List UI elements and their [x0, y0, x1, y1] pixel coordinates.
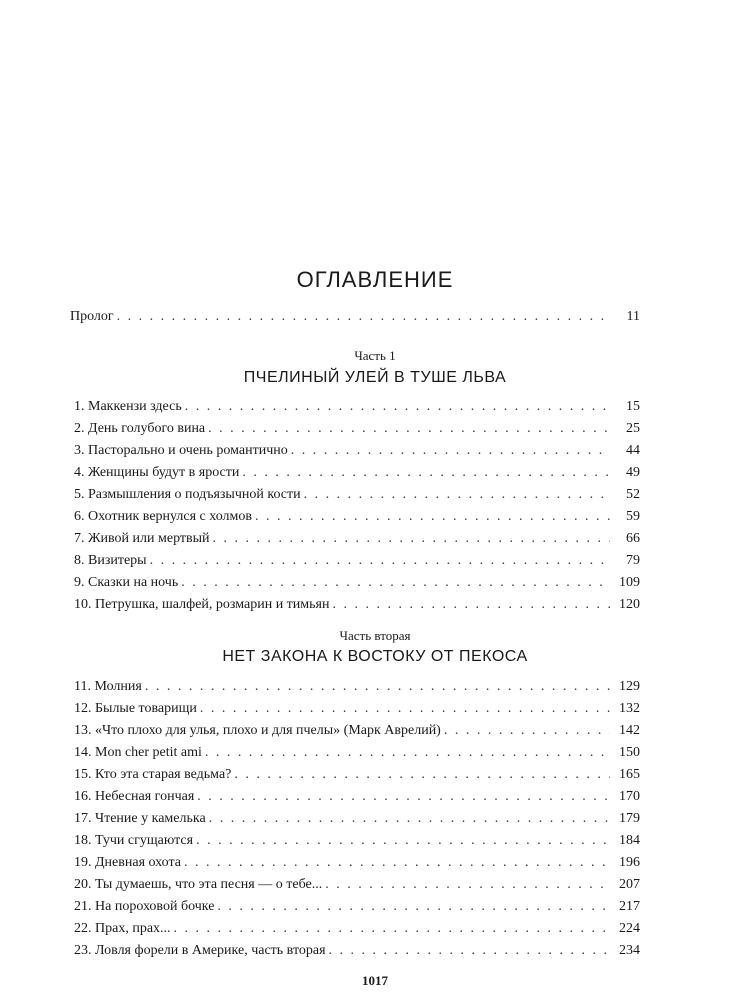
toc-entry: [74, 877, 640, 895]
toc-entry: [74, 575, 640, 593]
toc-entry-title: 6. Охотник вернулся с холмов: [74, 509, 253, 524]
toc-entry: [74, 723, 640, 741]
dot-leader: [234, 767, 610, 783]
toc-entry-title: 3. Пасторально и очень романтично: [74, 443, 288, 458]
toc-entry-page: 120: [619, 597, 640, 612]
toc-entry-title: 23. Ловля форели в Америке, часть вторая: [74, 943, 326, 958]
dot-leader: [196, 833, 610, 849]
toc-entry: [74, 531, 640, 549]
dot-leader: [197, 789, 610, 805]
dot-leader: [444, 723, 610, 739]
dot-leader: [174, 921, 610, 937]
dot-leader: [184, 855, 610, 871]
dot-leader: [208, 421, 610, 437]
toc-entry-title: 12. Былые товарищи: [74, 701, 197, 716]
toc-entry: [74, 921, 640, 939]
toc-entry-page: 179: [619, 811, 640, 826]
toc-entry-title: 8. Визитеры: [74, 553, 147, 568]
toc-entry: [74, 597, 640, 615]
toc-entry-page: 52: [626, 487, 640, 502]
toc-entry-page: 129: [619, 679, 640, 694]
toc-entry: [74, 701, 640, 719]
toc-entry: [74, 509, 640, 527]
toc-entry-title: 22. Прах, прах...: [74, 921, 171, 936]
dot-leader: [325, 877, 610, 893]
dot-leader: [200, 701, 610, 717]
toc-entry-page: 79: [626, 553, 640, 568]
toc-entry-title: 1. Маккензи здесь: [74, 399, 182, 414]
dot-leader: [255, 509, 610, 525]
toc-entry-title: Пролог: [70, 309, 114, 324]
toc-entry: [74, 855, 640, 873]
toc-entry-page: 170: [619, 789, 640, 804]
toc-entry-page: 234: [619, 943, 640, 958]
toc-entry-prolog: [70, 309, 640, 327]
part-1-label: Часть 1: [354, 348, 396, 363]
toc-entry-title: 17. Чтение у камелька: [74, 811, 206, 826]
dot-leader: [242, 465, 610, 481]
toc-entry: [74, 943, 640, 961]
toc-entry-page: 11: [626, 309, 640, 324]
toc-entry-title: 14. Mon cher petit ami: [74, 745, 202, 760]
toc-entry-title: 18. Тучи сгущаются: [74, 833, 194, 848]
dot-leader: [291, 443, 610, 459]
toc-entry-title: 2. День голубого вина: [74, 421, 206, 436]
part-2-label: Часть вторая: [339, 628, 411, 643]
toc-entry: [74, 399, 640, 417]
toc-entry: [74, 679, 640, 697]
toc-entry-page: 44: [626, 443, 640, 458]
dot-leader: [145, 679, 610, 695]
dot-leader: [332, 597, 610, 613]
toc-entry-page: 150: [619, 745, 640, 760]
toc-entry: [74, 811, 640, 829]
toc-entry-page: 217: [619, 899, 640, 914]
toc-entry-title: 19. Дневная охота: [74, 855, 181, 870]
toc-entry-page: 66: [626, 531, 640, 546]
toc-entry-page: 109: [619, 575, 640, 590]
toc-entry-title: 15. Кто эта старая ведьма?: [74, 767, 232, 782]
toc-entry-title: 20. Ты думаешь, что эта песня — о тебе...: [74, 877, 323, 892]
dot-leader: [304, 487, 610, 503]
toc-entry: [74, 553, 640, 571]
toc-entry-title: 21. На пороховой бочке: [74, 899, 215, 914]
toc-entry-page: 165: [619, 767, 640, 782]
dot-leader: [185, 399, 610, 415]
toc-entry-title: 9. Сказки на ночь: [74, 575, 179, 590]
page-title: ОГЛАВЛЕНИЕ: [296, 267, 454, 292]
toc-entry-title: 5. Размышления о подъязычной кости: [74, 487, 301, 502]
toc-entry: [74, 465, 640, 483]
dot-leader: [117, 309, 610, 325]
toc-entry-page: 25: [626, 421, 640, 436]
dot-leader: [181, 575, 610, 591]
toc-entry-page: 59: [626, 509, 640, 524]
toc-entry-page: 49: [626, 465, 640, 480]
toc-entry-title: 7. Живой или мертвый: [74, 531, 210, 546]
toc-entry-title: 11. Молния: [74, 679, 142, 694]
dot-leader: [209, 811, 610, 827]
dot-leader: [205, 745, 610, 761]
part-1-title: ПЧЕЛИНЫЙ УЛЕЙ В ТУШЕ ЛЬВА: [243, 369, 507, 386]
part-2-title: НЕТ ЗАКОНА К ВОСТОКУ ОТ ПЕКОСА: [222, 648, 528, 665]
toc-entry-page: 15: [626, 399, 640, 414]
toc-entry: [74, 443, 640, 461]
toc-entry: [74, 899, 640, 917]
dot-leader: [150, 553, 610, 569]
dot-leader: [213, 531, 610, 547]
toc-entry-page: 142: [619, 723, 640, 738]
dot-leader: [217, 899, 610, 915]
toc-entry-title: 4. Женщины будут в ярости: [74, 465, 240, 480]
toc-entry: [74, 421, 640, 439]
toc-entry-title: 10. Петрушка, шалфей, розмарин и тимьян: [74, 597, 330, 612]
toc-entry: [74, 745, 640, 763]
toc-entry-page: 132: [619, 701, 640, 716]
toc-entry-page: 207: [619, 877, 640, 892]
toc-entry: [74, 833, 640, 851]
toc-entry-page: 184: [619, 833, 640, 848]
toc-entry-page: 224: [619, 921, 640, 936]
dot-leader: [329, 943, 610, 959]
toc-entry-title: 13. «Что плохо для улья, плохо и для пчелы» (Марк Аврелий): [74, 723, 441, 738]
toc-entry-page: 196: [619, 855, 640, 870]
toc-entry-title: 16. Небесная гончая: [74, 789, 195, 804]
toc-entry: [74, 767, 640, 785]
toc-entry: [74, 789, 640, 807]
page-number: 1017: [362, 973, 388, 988]
toc-entry: [74, 487, 640, 505]
